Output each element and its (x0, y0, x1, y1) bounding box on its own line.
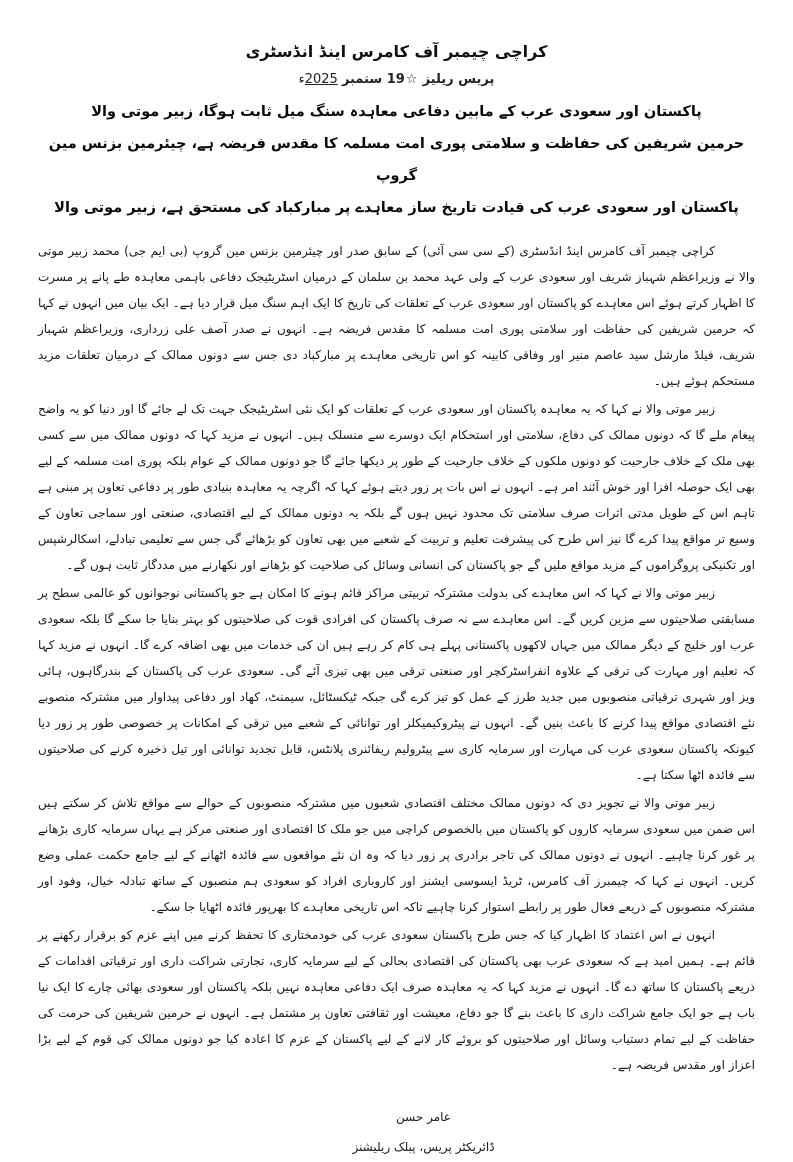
date-year: 2025 (304, 72, 338, 87)
press-release-label: پریس ریلیز (422, 72, 495, 87)
date-era-mark: ء (298, 72, 305, 87)
headline-block (38, 96, 755, 224)
headline-line-1: پاکستان اور سعودی عرب کے مابین دفاعی معاہدہ سنگ میل ثابت ہوگا، زبیر موتی والا (91, 104, 702, 120)
signature-block (65, 1102, 782, 1162)
body-paragraph-5: انہوں نے اس اعتماد کا اظہار کیا کہ جس طرح پاکستان سعودی عرب کی خودمختاری کا تحفظ کرنے میں اپنے عزم کو برقرار رکھنے پر قائم ہے۔ ہمیں امید ہے کہ سعودی عرب بھی پاکستان کی اقتصادی بحالی کے لیے سرمایہ کاری، تجارتی شراکت داری اور ترقیاتی اقدامات کے ذریعے پاکستان کا ساتھ دے گا۔ انہوں نے مزید کہا کہ یہ معاہدہ صرف ایک دفاعی معاہدہ نہیں بلکہ پاکستان اور سعودی بھائی چارے کا ایک نیا باب ہے جو ایک جامع شراکت داری کا باعث بنے گا جو دفاع، معیشت اور ثقافتی تعاون پر مشتمل ہے۔ انہوں نے حرمین شریفین کی حرمت کی حفاظت کے لیے تمام دستیاب وسائل اور صلاحیتوں کو بروئے کار لانے کے لیے پاکستان کے عزم کا اعادہ کیا جو دونوں ممالک کی قوم کے لیے بڑا اعزاز اور مقدس فریضہ ہے۔ (38, 928, 755, 1072)
star-icon: ☆ (405, 72, 418, 87)
body-paragraph-3: زبیر موتی والا نے کہا کہ اس معاہدے کی بدولت مشترکہ تربیتی مراکز قائم ہونے کا امکان ہے جو پاکستانی نوجوانوں کو عالمی سطح پر مسابقتی صلاحیتوں سے مزین کریں گے۔ اس معاہدے سے نہ صرف پاکستان کی افرادی قوت کی صلاحیتوں کو بہتر بنایا جا سکے گا بلکہ سعودی عرب اور خلیج کے دیگر ممالک میں جہاں لاکھوں پاکستانی پہلے ہی کام کر رہے ہیں ان کی خدمات میں بھی اضافہ کرے گا۔ انہوں نے مزید کہا کہ تعلیم اور مہارت کی ترقی کے علاوہ انفراسٹرکچر اور صنعتی ترقی میں بھی تیزی آئے گی۔ سعودی عرب کی پاکستان کے بندرگاہوں، ہائی ویز اور شہری ترقیاتی منصوبوں میں جدید طرز کے عمل کو تیز کرے گی جبکہ ٹیکسٹائل، سیمنٹ، کھاد اور دفاعی پیداوار میں مشترکہ منصوبے نئے اقتصادی مواقع پیدا کرنے کا باعث بنیں گے۔ انہوں نے پیٹروکیمیکلز اور توانائی کے شعبے میں ترقی کے امکانات پر خصوصی طور پر زور دیا کیونکہ پاکستان سعودی عرب کی مہارت اور سرمایہ کاری سے پیٹرولیم ریفائنری پلانٹس، قابل تجدید توانائی اور تیل ذخیرہ کرنے کی صلاحیتوں سے فائدہ اٹھا سکتا ہے۔ (38, 586, 755, 782)
body-paragraph-4: زبیر موتی والا نے تجویز دی کہ دونوں ممالک مختلف اقتصادی شعبوں میں مشترکہ منصوبوں کے حوالے سے مواقع تلاش کر سکتے ہیں اس ضمن میں سعودی سرمایہ کاروں کو پاکستان میں بالخصوص کراچی میں جو ملک کا اقتصادی اور صنعتی مرکز ہے یہاں سرمایہ کاری بڑھانے پر غور کرنا چاہیے۔ انہوں نے دونوں ممالک کی تاجر برادری پر زور دیا کہ وہ ان نئے مواقعوں سے فائدہ اٹھانے کے لیے جامع حکمت عملی وضع کریں۔ انہوں نے کہا کہ چیمبرز آف کامرس، ٹریڈ ایسوسی ایشنز اور کاروباری افراد کو سعودی ہم منصبوں کے ساتھ تبادلہ خیال، وفود اور مشترکہ منصوبوں کے ذریعے فعال طور پر رابطے استوار کرنا چاہیے تاکہ اس تاریخی معاہدے کا بھرپور فائدہ اٹھایا جا سکے۔ (38, 796, 755, 914)
headline-line-2: حرمین شریفین کی حفاظت و سلامتی پوری امت مسلمہ کا مقدس فریضہ ہے، چیئرمین بزنس مین گروپ (48, 136, 745, 184)
headline-line-3: پاکستان اور سعودی عرب کی قیادت تاریخ ساز معاہدے پر مبارکباد کی مستحق ہے، زبیر موتی والا (54, 200, 739, 216)
body-paragraph-1: کراچی چیمبر آف کامرس اینڈ انڈسٹری (کے سی سی آئی) کے سابق صدر اور چیئرمین بزنس مین گروپ (بی ایم جی) محمد زبیر موتی والا نے وزیراعظم شہباز شریف اور سعودی عرب کے ولی عہد محمد بن سلمان کے درمیان اسٹریٹیجک دفاعی باہمی معاہدہ طے پانے پر مسرت کا اظہار کرتے ہوئے اس معاہدے کو پاکستان اور سعودی عرب کے تعلقات کی تاریخ کا ایک اہم سنگ میل قرار دیا ہے۔ ایک بیان میں انہوں نے کہا کہ حرمین شریفین کی حفاظت اور سلامتی پوری امت مسلمہ کا مقدس فریضہ ہے۔ انہوں نے صدر آصف علی زرداری، وزیراعظم شہباز شریف، فیلڈ مارشل سید عاصم منیر اور وفاقی کابینہ کو اس تاریخی معاہدے پر مبارکباد دی جس سے دونوں ممالک کے درمیان تعلقات مزید مستحکم ہوئے ہیں۔ (38, 244, 755, 388)
press-release-dateline (38, 72, 755, 87)
date-day-month: 19 ستمبر (341, 72, 405, 87)
signature-title: ڈائریکٹر پریس، پبلک ریلیشنز (352, 1140, 495, 1154)
signature-name: عامر حسن (396, 1110, 451, 1124)
body-paragraph-2: زبیر موتی والا نے کہا کہ یہ معاہدہ پاکستان اور سعودی عرب کے تعلقات کو ایک نئی اسٹریٹیجک جہت تک لے جائے گا اور دنیا کو یہ واضح پیغام ملے گا کہ دونوں ممالک کی دفاع، سلامتی اور استحکام ایک دوسرے سے منسلک ہیں۔ انہوں نے مزید کہا کہ دونوں ممالک میں سے کسی بھی ملک کے خلاف جارحیت کو دونوں ملکوں کے خلاف جارحیت کے طور پر دیکھا جائے گا جو دونوں ممالک کے عوام بلکہ پوری امت مسلمہ کے لیے بھی ایک حوصلہ افزا اور خوش آئند امر ہے۔ انہوں نے اس بات پر زور دیتے ہوئے کہا کہ اگرچہ یہ معاہدہ بنیادی طور پر دفاعی تعاون پر مبنی ہے تاہم اس کے طویل مدتی اثرات صرف سلامتی تک محدود نہیں ہوں گے بلکہ یہ دونوں ممالک کے لیے اقتصادی، صنعتی اور سماجی تعاون کے وسیع تر مواقع پیدا کرے گا نیز اس طرح کی پیشرفت تعلیم و تربیت کے شعبے میں بھی تعاون کو بڑھائے گی جس سے تعلیمی تبادلے، اسکالرشپس اور تکنیکی پروگراموں کے مزید مواقع ملیں گے جو پاکستان کی انسانی وسائل کی صلاحیت کو بڑھانے اور نکھارنے میں مددگار ثابت ہوں گے۔ (38, 402, 755, 572)
page-title: کراچی چیمبر آف کامرس اینڈ انڈسٹری (245, 42, 548, 61)
press-release-body (38, 238, 755, 1078)
